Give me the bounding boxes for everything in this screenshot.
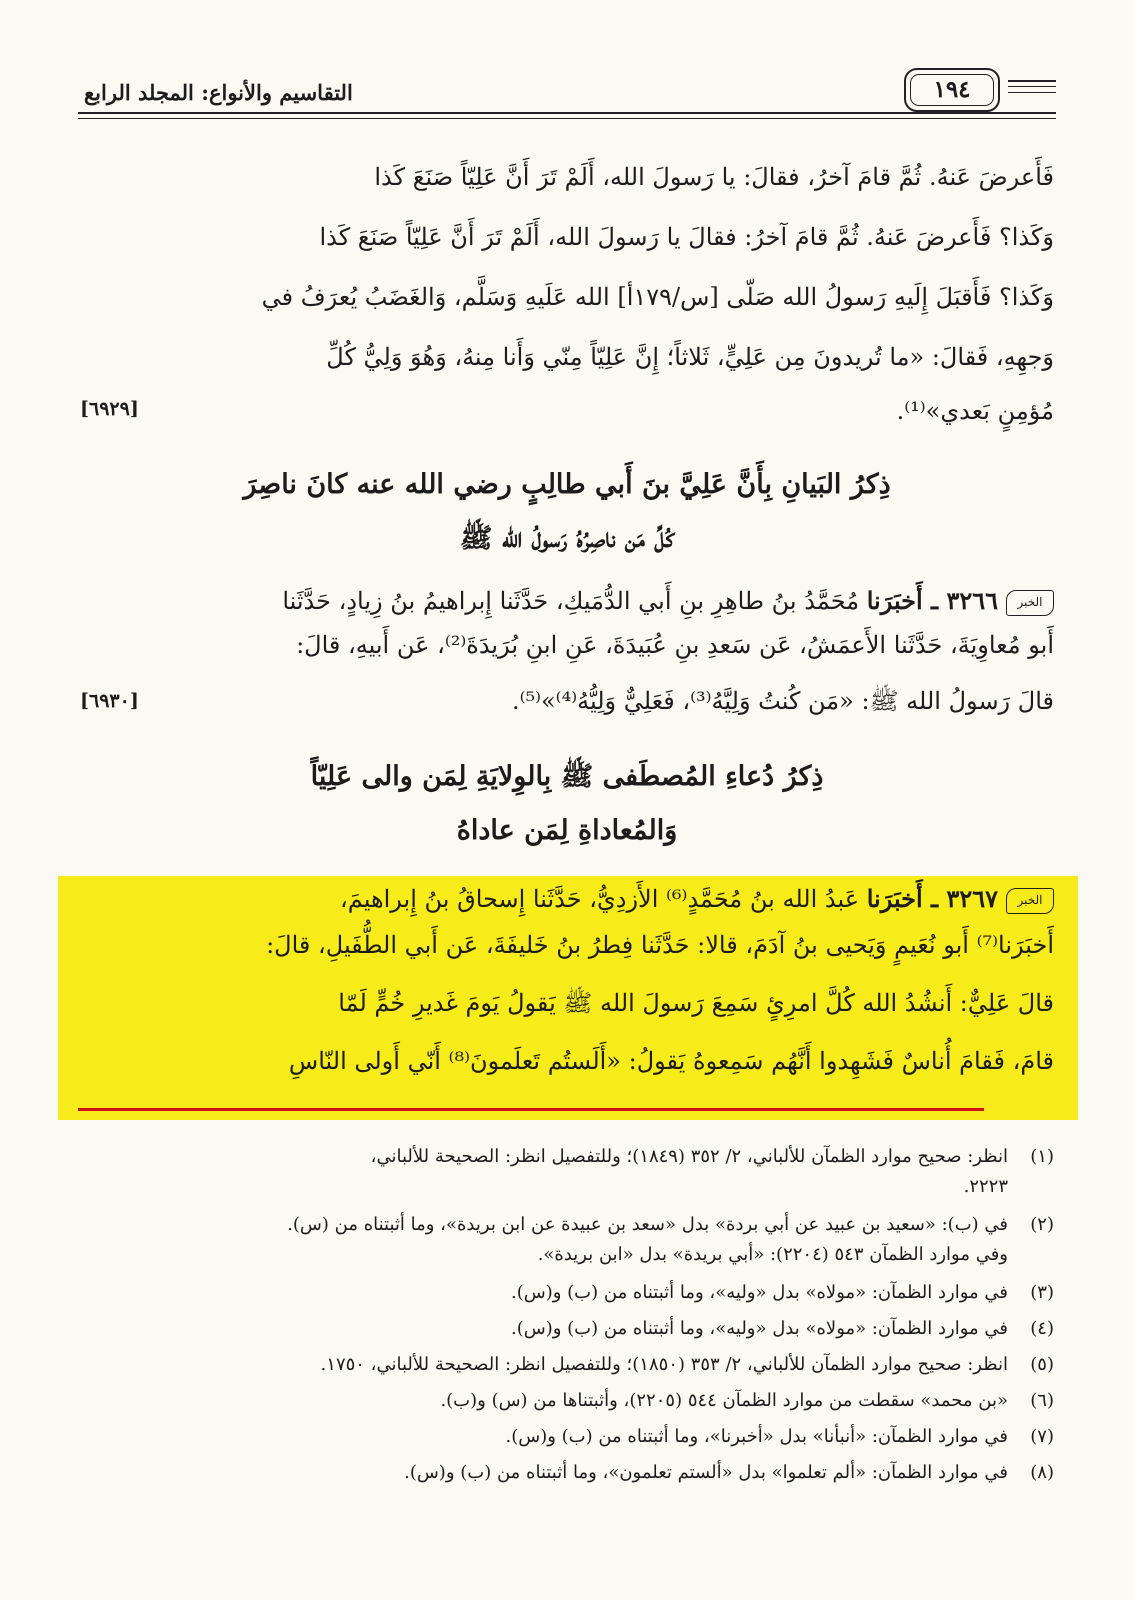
text-line: وَكَذا؟ فَأَعرضَ عَنهُ. ثُمَّ قامَ آخرُ: فقالَ يا رَسولَ الله، أَلَمْ تَرَ أَنَّ عَلِيّاً صَنَعَ كَذا [319,223,1054,251]
header-rule-end [1008,80,1056,82]
running-title: التقاسيم والأنواع: المجلد الرابع [84,80,353,105]
footnote [80,1422,1054,1452]
text-line: قامَ، فَقامَ أُناسٌ فَشَهِدوا أَنَّهُم سَمِعوهُ يَقولُ: «أَلَستُم تَعلَمونَ⁽⁸⁾ أَنّي أَولى النّاسِ [288,1047,1054,1075]
section-heading: كُلِّ مَن ناصِرُهُ رَسولُ الله ﷺ [459,523,675,554]
text-line: قالَ عَلِيٌّ: أَنشُدُ الله كُلَّ امرِئٍ سَمِعَ رَسولَ الله ﷺ يَقولُ يَومَ غَديرِ خُمٍّ لَمّا [338,989,1054,1017]
khabar-badge-icon: الخبر [1006,888,1054,914]
footnote-text: انظر: صحيح موارد الظمآن للألباني، ٢/ ٣٥٢ (١٨٤٩)؛ وللتفصيل انظر: الصحيحة للألباني، [370,1146,1008,1167]
footnote-text: في موارد الظمآن: «ألم تعلموا» بدل «ألستم تعلمون»، وما أثبتناه من (ب) و(س). [404,1462,1008,1483]
page-number: ١٩٤ [933,76,971,103]
footnote-text: «بن محمد» سقطت من موارد الظمآن ٥٤٤ (٢٢٠٥)، وأثبتناها من (س) و(ب). [440,1390,1008,1411]
footnote [80,1210,1054,1240]
footnote-text: في موارد الظمآن: «مولاه» بدل «وليه»، وما أثبتناه من (ب) و(س). [511,1318,1008,1339]
text-line: وَجهِهِ، فَقالَ: «ما تُريدونَ مِن عَلِيٍّ، ثَلاثاً؛ إِنَّ عَلِيّاً مِنّي وَأَنا مِنهُ، وَهُوَ وَلِيُّ كُلِّ [326,343,1054,371]
footnote-number: (٧) [1030,1426,1054,1447]
header-rule [78,112,1056,114]
khabar-badge-icon: الخبر [1006,590,1054,616]
footnote-number: (٤) [1030,1318,1054,1339]
footnote-continuation: ٢٢٢٣. [963,1176,1008,1197]
footnote [80,1386,1054,1416]
red-underline [78,1108,984,1111]
section-heading: ذِكرُ دُعاءِ المُصطَفى ﷺ بِالوِلايَةِ لِمَن والى عَلِيّاً [310,761,824,792]
hadith-text: عَبدُ الله بنُ مُحَمَّدٍ⁽⁶⁾ الأَزدِيُّ، حَدَّثَنا إِسحاقُ بنُ إِبراهيمَ، [340,885,860,913]
text-line: قالَ رَسولُ الله ﷺ: «مَن كُنتُ وَلِيَّهُ⁽³⁾، فَعَلِيٌّ وَلِيُّهُ⁽⁴⁾»⁽⁵⁾. [511,687,1054,715]
footnote-number: (٣) [1030,1282,1054,1303]
text-line: مُؤمِنٍ بَعدي»⁽¹⁾. [896,397,1054,425]
page-header [78,66,1056,132]
section-heading: وَالمُعاداةِ لِمَن عاداهُ [456,815,678,846]
text-line: أَخبَرَنا⁽⁷⁾ أَبو نُعَيمٍ وَيَحيى بنُ آدَمَ، قالا: حَدَّثَنا فِطرُ بنُ خَليفَةَ، عَن أَبي الطُّفَيلِ، قالَ: [266,931,1054,959]
hadith-opening-line [80,882,1054,916]
footnote-number: (٨) [1030,1462,1054,1483]
text-line: فَأَعرضَ عَنهُ. ثُمَّ قامَ آخرُ، فقالَ: يا رَسولَ الله، أَلَمْ تَرَ أَنَّ عَلِيّاً صَنَعَ كَذا [374,163,1054,191]
text-line: أَبو مُعاوِيَةَ، حَدَّثَنا الأَعمَشُ، عَن سَعدِ بنِ عُبَيدَةَ، عَنِ ابنِ بُرَيدَةَ⁽²⁾، عَن أَبيهِ، قالَ: [296,631,1054,659]
footnote-number: (١) [1030,1146,1054,1167]
footnote [80,1458,1054,1488]
footnote-continuation: وفي موارد الظمآن ٥٤٣ (٢٢٠٤): «أبي بريدة» بدل «ابن بريدة». [537,1244,1008,1265]
footnote-number: (٦) [1030,1390,1054,1411]
footnote-number: (٢) [1030,1214,1054,1235]
hadith-number: ٣٢٦٦ ـ أَخبَرَنا [866,586,998,615]
footnote-text: في موارد الظمآن: «مولاه» بدل «وليه»، وما أثبتناه من (ب) و(س). [511,1282,1008,1303]
page-number-frame [904,68,1000,112]
hadith-text: مُحَمَّدُ بنُ طاهِرِ بنِ أَبي الدُّمَيكِ، حَدَّثَنا إِبراهيمُ بنُ زِيادٍ، حَدَّثَنا [282,587,860,615]
footnote-text: انظر: صحيح موارد الظمآن للألباني، ٢/ ٣٥٣ (١٨٥٠)؛ وللتفصيل انظر: الصحيحة للألباني، ١٧٥٠. [320,1354,1008,1375]
text-line: وَكَذا؟ فَأَقبَلَ إِلَيهِ رَسولُ الله صَلّى [س/١٧٩أ] الله عَلَيهِ وَسَلَّم، وَالغَضَبُ يُعرَفُ في [261,283,1054,311]
footnote [80,1314,1054,1344]
footnote [80,1350,1054,1380]
header-rule-end [1008,92,1056,93]
hadith-reference: [٦٩٣٠] [80,690,139,712]
footnote-number: (٥) [1030,1354,1054,1375]
footnote [80,1142,1054,1172]
hadith-reference: [٦٩٢٩] [80,398,139,420]
hadith-number: ٣٢٦٧ ـ أَخبَرَنا [866,884,998,913]
footnote-text: في (ب): «سعيد بن عبيد عن أبي بردة» بدل «سعد بن عبيدة عن ابن بريدة»، وما أثبتناه من (س). [287,1214,1008,1235]
footnote-text: في موارد الظمآن: «أنبأنا» بدل «أخبرنا»، وما أثبتناه من (ب) و(س). [505,1426,1008,1447]
header-rule-double [78,118,1056,119]
hadith-opening-line [80,584,1054,618]
section-heading: ذِكرُ البَيانِ بِأَنَّ عَلِيَّ بنَ أَبي طالِبٍ رضي الله عنه كانَ ناصِرَ [243,469,891,500]
footnote [80,1278,1054,1308]
header-rule-end [1008,86,1056,87]
